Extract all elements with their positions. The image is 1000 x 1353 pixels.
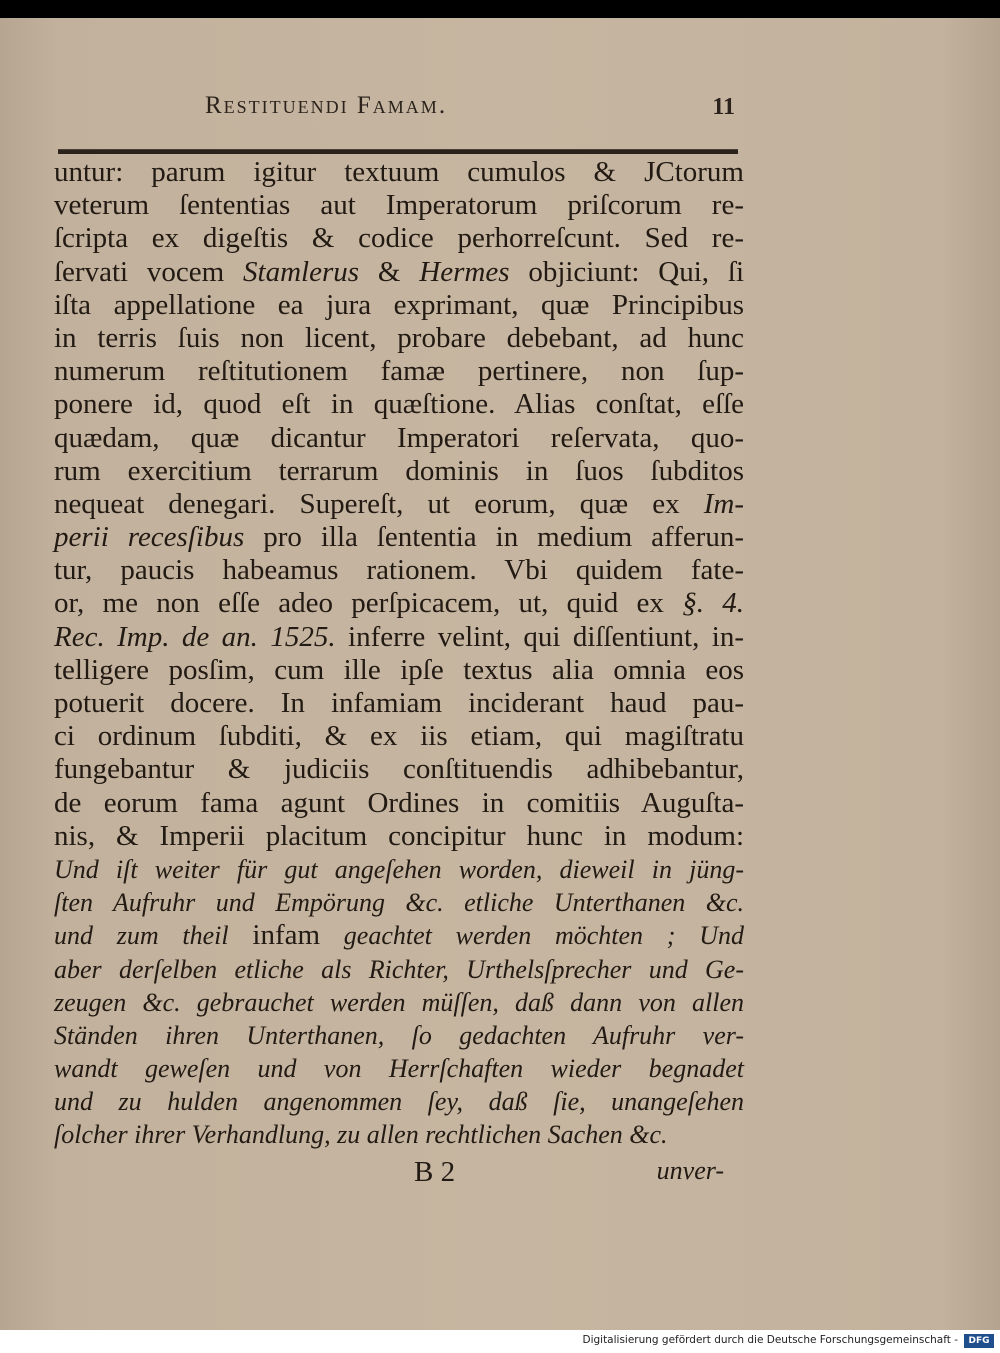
text-line	[54, 488, 744, 521]
text-segment: zeugen &c. gebrauchet werden müſſen, daß dann von allen	[54, 987, 744, 1017]
text-line	[54, 388, 744, 421]
catchword: unver-	[656, 1156, 724, 1185]
text-line	[54, 256, 744, 289]
text-segment: Im-	[703, 487, 744, 520]
text-line	[54, 554, 744, 587]
text-line	[54, 1118, 744, 1151]
text-segment: potuerit docere. In infamiam inciderant haud pau-	[54, 687, 744, 719]
signature-mark: B 2	[414, 1156, 456, 1188]
text-segment: wandt geweſen und von Herrſchaften wieder begnadet	[54, 1054, 744, 1084]
text-segment: objiciunt: Qui, ſi	[509, 255, 745, 288]
text-segment: ponere id, quod eſt in quæſtione. Alias conſtat, eſſe	[54, 388, 744, 421]
text-segment: inferre velint, qui diſſentiunt, in-	[335, 620, 744, 653]
text-segment: perii recesſibus	[54, 521, 245, 554]
text-line	[54, 289, 744, 322]
funding-banner	[0, 1330, 1000, 1353]
page-header	[205, 92, 735, 132]
text-segment: ſolcher ihrer Verhandlung, zu allen rechtlichen Sachen &c.	[54, 1120, 668, 1150]
text-line	[54, 919, 744, 952]
text-line	[54, 222, 744, 255]
text-segment: rum exercitium terrarum dominis in ſuos ſubditos	[54, 454, 744, 487]
text-line	[54, 322, 744, 355]
text-segment: Und iſt weiter für gut angeſehen worden, dieweil in jüng-	[54, 854, 744, 884]
text-segment: fungebantur & judiciis conſtituendis adhibebantur,	[54, 753, 744, 786]
text-line	[54, 189, 744, 222]
text-line	[54, 1052, 744, 1085]
text-segment: untur: parum igitur textuum cumulos & JCtorum	[54, 156, 744, 188]
text-segment: §. 4.	[682, 587, 745, 620]
text-line	[54, 521, 744, 554]
text-segment: tur, paucis habeamus rationem. Vbi quidem fate-	[54, 554, 744, 587]
text-line	[54, 886, 744, 919]
text-segment: infam	[252, 919, 321, 952]
text-segment: &	[359, 255, 420, 288]
text-segment: Rec. Imp. de an. 1525.	[54, 620, 336, 653]
text-segment: geachtet werden möchten ; Und	[320, 921, 744, 951]
text-segment: Ständen ihren Unterthanen, ſo gedachten Aufruhr ver-	[54, 1020, 744, 1050]
text-line	[54, 953, 744, 986]
text-segment: veterum ſententias aut Imperatorum priſcorum re-	[54, 189, 744, 222]
text-segment: nequeat denegari. Supereſt, ut eorum, quæ ex	[54, 487, 704, 520]
text-line	[54, 820, 744, 853]
text-segment: ſervati vocem	[54, 255, 244, 288]
text-segment: pro illa ſententia in medium afferun-	[244, 521, 745, 554]
text-segment: in terris ſuis non licent, probare debebant, ad hunc	[54, 321, 744, 354]
text-line	[54, 753, 744, 786]
text-line	[54, 355, 744, 388]
page-footer	[54, 1156, 744, 1196]
text-segment: aber derſelben etliche als Richter, Urthelsſprecher und Ge-	[54, 954, 744, 984]
running-head: Restituendi Famam.	[205, 92, 448, 119]
text-line	[54, 986, 744, 1019]
text-segment: und zum theil	[54, 921, 253, 951]
text-line	[54, 853, 744, 886]
text-segment: ſcripta ex digeſtis & codice perhorreſcunt. Sed re-	[54, 222, 744, 255]
text-line	[54, 621, 744, 654]
text-line	[54, 654, 744, 687]
text-segment: quædam, quæ dicantur Imperatori reſervata, quo-	[54, 421, 744, 454]
text-segment: nis, & Imperii placitum concipitur hunc in modum:	[54, 819, 744, 852]
text-segment: telligere posſim, cum ille ipſe textus alia omnia eos	[54, 653, 744, 686]
text-line	[54, 156, 744, 189]
text-line	[54, 1085, 744, 1118]
text-line	[54, 720, 744, 753]
text-segment: ſten Aufruhr und Empörung &c. etliche Unterthanen &c.	[54, 888, 744, 918]
text-line	[54, 455, 744, 488]
body-text	[54, 156, 744, 1152]
text-segment: de eorum fama agunt Ordines in comitiis Auguſta-	[54, 786, 744, 819]
text-segment: numerum reſtitutionem famæ pertinere, non ſup-	[54, 355, 744, 388]
header-rule	[58, 149, 738, 154]
text-segment: und zu hulden angenommen ſey, daß ſie, unangeſehen	[54, 1087, 744, 1117]
book-page	[0, 18, 1000, 1330]
text-line	[54, 787, 744, 820]
text-line	[54, 422, 744, 455]
text-segment: ci ordinum ſubditi, & ex iis etiam, qui magiſtratu	[54, 720, 744, 753]
text-line	[54, 687, 744, 720]
funding-text: Digitalisierung gefördert durch die Deutsche Forschungsgemeinschaft -	[582, 1334, 958, 1346]
page-number: 11	[712, 94, 735, 120]
text-segment: iſta appellatione ea jura exprimant, quæ Principibus	[54, 288, 744, 321]
text-line	[54, 587, 744, 620]
text-segment: or, me non eſſe adeo perſpicacem, ut, quid ex	[54, 587, 683, 620]
text-segment: Stamlerus	[243, 255, 360, 288]
dfg-logo: DFG	[964, 1334, 994, 1348]
text-segment: Hermes	[419, 255, 510, 288]
text-line	[54, 1019, 744, 1052]
